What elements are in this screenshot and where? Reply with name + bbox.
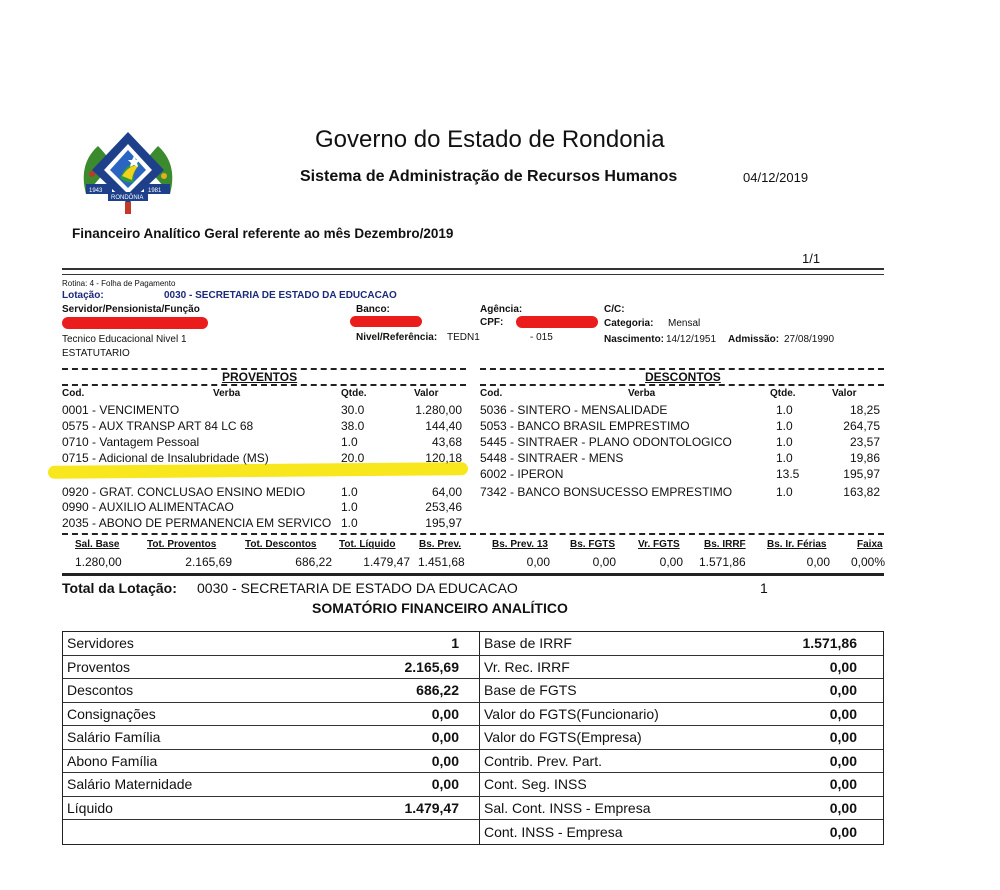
dash-divider: [62, 384, 466, 386]
nascimento-value: 14/12/1951: [666, 334, 717, 345]
provento-row-qtde: 1.0: [341, 485, 358, 499]
desconto-row-verba: 6002 - IPERON: [480, 467, 564, 481]
svg-text:1943: 1943: [89, 188, 103, 194]
total-header: Tot. Descontos: [245, 539, 317, 550]
somatorio-label: Líquido: [67, 799, 113, 816]
proventos-valor-header: Valor: [414, 388, 439, 399]
desconto-row-qtde: 1.0: [776, 451, 793, 465]
somatorio-value: 0,00: [829, 752, 857, 769]
provento-row-valor: 43,68: [431, 435, 462, 449]
dash-divider: [480, 384, 884, 386]
banco-redaction: [350, 316, 422, 327]
somatorio-value: 2.165,69: [404, 658, 459, 675]
total-header: Faixa: [857, 539, 883, 550]
somatorio-row: [63, 656, 883, 680]
somatorio-label: Descontos: [67, 682, 134, 699]
somatorio-label: Proventos: [67, 658, 131, 675]
categoria-label: Categoria:: [604, 318, 654, 329]
total-value: 0,00: [526, 555, 550, 569]
total-value: 1.451,68: [418, 555, 465, 569]
somatorio-label: Sal. Cont. INSS - Empresa: [484, 799, 651, 816]
page-number: 1/1: [802, 251, 821, 266]
somatorio-label: Valor do FGTS(Empresa): [484, 729, 642, 746]
somatorio-row: [63, 679, 883, 703]
total-header: Bs. Ir. Férias: [767, 539, 827, 550]
lotacao-value: 0030 - SECRETARIA DE ESTADO DA EDUCACAO: [164, 290, 397, 301]
provento-row-valor: 144,40: [425, 419, 462, 433]
desconto-row-verba: 5036 - SINTERO - MENSALIDADE: [480, 403, 668, 417]
header-divider: [62, 268, 884, 275]
somatorio-label: Servidores: [67, 635, 134, 652]
provento-row-valor: 64,00: [431, 485, 462, 499]
somatorio-value: 0,00: [829, 799, 857, 816]
provento-row-valor: 120,18: [425, 451, 462, 465]
desconto-row-verba: 5445 - SINTRAER - PLANO ODONTOLOGICO: [480, 435, 732, 449]
total-value: 2.165,69: [185, 555, 232, 569]
somatorio-value: 0,00: [829, 682, 857, 699]
somatorio-label: Cont. Seg. INSS: [484, 776, 587, 793]
descontos-valor-header: Valor: [832, 388, 857, 399]
total-value: 686,22: [295, 555, 332, 569]
total-value: 0,00: [659, 555, 683, 569]
desconto-row-valor: 18,25: [849, 403, 880, 417]
total-value: 1.571,86: [699, 555, 746, 569]
totals-divider: [62, 573, 884, 576]
somatorio-value: 1: [451, 635, 459, 652]
somatorio-value: 0,00: [829, 705, 857, 722]
somatorio-value: 1.479,47: [404, 799, 459, 816]
total-value: 0,00: [592, 555, 616, 569]
somatorio-value: 0,00: [431, 705, 459, 722]
desconto-row-verba: 5448 - SINTRAER - MENS: [480, 451, 624, 465]
descontos-qtde-header: Qtde.: [770, 388, 796, 399]
servidor-name-redaction: [62, 317, 208, 329]
provento-row-verba: 0715 - Adicional de Insalubridade (MS): [62, 451, 269, 465]
servidor-label: Servidor/Pensionista/Função: [62, 304, 200, 315]
proventos-verba-header: Verba: [213, 388, 241, 399]
total-lotacao-count: 1: [760, 580, 768, 596]
desconto-row-qtde: 1.0: [776, 435, 793, 449]
referencia-value: - 015: [530, 332, 553, 343]
somatorio-value: 0,00: [829, 729, 857, 746]
desconto-row-qtde: 1.0: [776, 403, 793, 417]
proventos-qtde-header: Qtde.: [341, 388, 367, 399]
somatorio-row: [63, 820, 883, 844]
total-lotacao-value: 0030 - SECRETARIA DE ESTADO DA EDUCACAO: [197, 580, 518, 596]
cc-label: C/C:: [604, 304, 625, 315]
somatorio-label: Base de IRRF: [484, 635, 572, 652]
regime-text: ESTATUTARIO: [62, 348, 130, 359]
somatorio-value: 0,00: [431, 752, 459, 769]
report-title: Financeiro Analítico Geral referente ao mês Dezembro/2019: [72, 226, 454, 241]
proventos-cod-header: Cod.: [62, 388, 85, 399]
provento-row-verba: 2035 - ABONO DE PERMANENCIA EM SERVICO: [62, 516, 332, 530]
provento-row-qtde: 1.0: [341, 500, 358, 514]
desconto-row-qtde: 13.5: [776, 467, 800, 481]
somatorio-row: [63, 797, 883, 821]
provento-row-qtde: 1.0: [341, 435, 358, 449]
total-header: Bs. IRRF: [704, 539, 746, 550]
cpf-redaction: [516, 316, 598, 328]
somatorio-value: 0,00: [431, 776, 459, 793]
somatorio-title: SOMATÓRIO FINANCEIRO ANALÍTICO: [312, 600, 568, 616]
somatorio-row: [63, 750, 883, 774]
desconto-row-verba: 5053 - BANCO BRASIL EMPRESTIMO: [480, 419, 690, 433]
provento-row-qtde: 38.0: [341, 419, 365, 433]
provento-row-verba: 0990 - AUXILIO ALIMENTACAO: [62, 500, 234, 514]
provento-row-verba: 0575 - AUX TRANSP ART 84 LC 68: [62, 419, 254, 433]
total-header: Vr. FGTS: [638, 539, 680, 550]
rondonia-coat-of-arms-logo: [76, 124, 180, 216]
nivel-label: Nivel/Referência:: [356, 332, 438, 343]
agencia-label: Agência:: [480, 304, 523, 315]
somatorio-row: [63, 703, 883, 727]
total-value: 1.280,00: [75, 555, 122, 569]
provento-row-valor: 253,46: [425, 500, 462, 514]
cpf-label: CPF:: [480, 317, 504, 328]
total-value: 0,00: [806, 555, 830, 569]
somatorio-value: 0,00: [431, 729, 459, 746]
somatorio-value: 1.571,86: [802, 635, 857, 652]
admissao-value: 27/08/1990: [784, 334, 835, 345]
descontos-title: DESCONTOS: [645, 370, 721, 384]
provento-row-qtde: 30.0: [341, 403, 365, 417]
somatorio-label: Abono Família: [67, 752, 158, 769]
somatorio-label: Cont. INSS - Empresa: [484, 823, 623, 840]
somatorio-label: Salário Maternidade: [67, 776, 193, 793]
page-subtitle: Sistema de Administração de Recursos Humanos: [300, 168, 678, 185]
desconto-row-valor: 163,82: [843, 485, 880, 499]
provento-row-verba: 0920 - GRAT. CONCLUSAO ENSINO MEDIO: [62, 485, 306, 499]
dash-divider: [62, 533, 884, 535]
desconto-row-verba: 7342 - BANCO BONSUCESSO EMPRESTIMO: [480, 485, 733, 499]
somatorio-label: Valor do FGTS(Funcionario): [484, 705, 659, 722]
proventos-title: PROVENTOS: [222, 370, 298, 384]
somatorio-row: [63, 726, 883, 750]
somatorio-row: [63, 632, 883, 656]
somatorio-row: [63, 773, 883, 797]
desconto-row-valor: 19,86: [849, 451, 880, 465]
provento-row-verba: 0001 - VENCIMENTO: [62, 403, 180, 417]
nivel-value: TEDN1: [447, 332, 480, 343]
somatorio-value: 0,00: [829, 776, 857, 793]
provento-row-valor: 195,97: [425, 516, 462, 530]
somatorio-label: Salário Família: [67, 729, 161, 746]
nascimento-label: Nascimento:: [604, 334, 665, 345]
svg-text:1981: 1981: [148, 188, 162, 194]
total-header: Bs. Prev. 13: [492, 539, 548, 550]
somatorio-label: Vr. Rec. IRRF: [484, 658, 570, 675]
descontos-verba-header: Verba: [628, 388, 656, 399]
page-title: Governo do Estado de Rondonia: [315, 126, 665, 153]
total-value: 0,00%: [850, 555, 885, 569]
somatorio-label: Consignações: [67, 705, 156, 722]
total-header: Sal. Base: [75, 539, 120, 550]
report-date: 04/12/2019: [743, 170, 809, 185]
total-header: Tot. Líquido: [339, 539, 396, 550]
total-header: Tot. Proventos: [147, 539, 217, 550]
total-value: 1.479,47: [363, 555, 410, 569]
admissao-label: Admissão:: [728, 334, 780, 345]
lotacao-label: Lotação:: [62, 290, 104, 301]
descontos-cod-header: Cod.: [480, 388, 503, 399]
provento-row-qtde: 20.0: [341, 451, 365, 465]
total-header: Bs. Prev.: [419, 539, 462, 550]
desconto-row-qtde: 1.0: [776, 419, 793, 433]
somatorio-label: Base de FGTS: [484, 682, 577, 699]
somatorio-table: [62, 631, 884, 845]
total-header: Bs. FGTS: [570, 539, 616, 550]
rotina-text: Rotina: 4 - Folha de Pagamento: [62, 279, 176, 288]
somatorio-label: Contrib. Prev. Part.: [484, 752, 603, 769]
provento-row-valor: 1.280,00: [415, 403, 462, 417]
desconto-row-valor: 264,75: [843, 419, 880, 433]
desconto-row-valor: 195,97: [843, 467, 880, 481]
desconto-row-valor: 23,57: [849, 435, 880, 449]
total-lotacao-label: Total da Lotação:: [62, 580, 177, 596]
somatorio-value: 686,22: [416, 682, 459, 699]
provento-row-verba: 0710 - Vantagem Pessoal: [62, 435, 200, 449]
provento-row-qtde: 1.0: [341, 516, 358, 530]
svg-text:RONDÔNIA: RONDÔNIA: [111, 195, 144, 201]
somatorio-value: 0,00: [829, 658, 857, 675]
somatorio-value: 0,00: [829, 823, 857, 840]
categoria-value: Mensal: [668, 318, 701, 329]
funcao-text: Tecnico Educacional Nivel 1: [62, 334, 187, 345]
banco-label: Banco:: [356, 304, 390, 315]
desconto-row-qtde: 1.0: [776, 485, 793, 499]
